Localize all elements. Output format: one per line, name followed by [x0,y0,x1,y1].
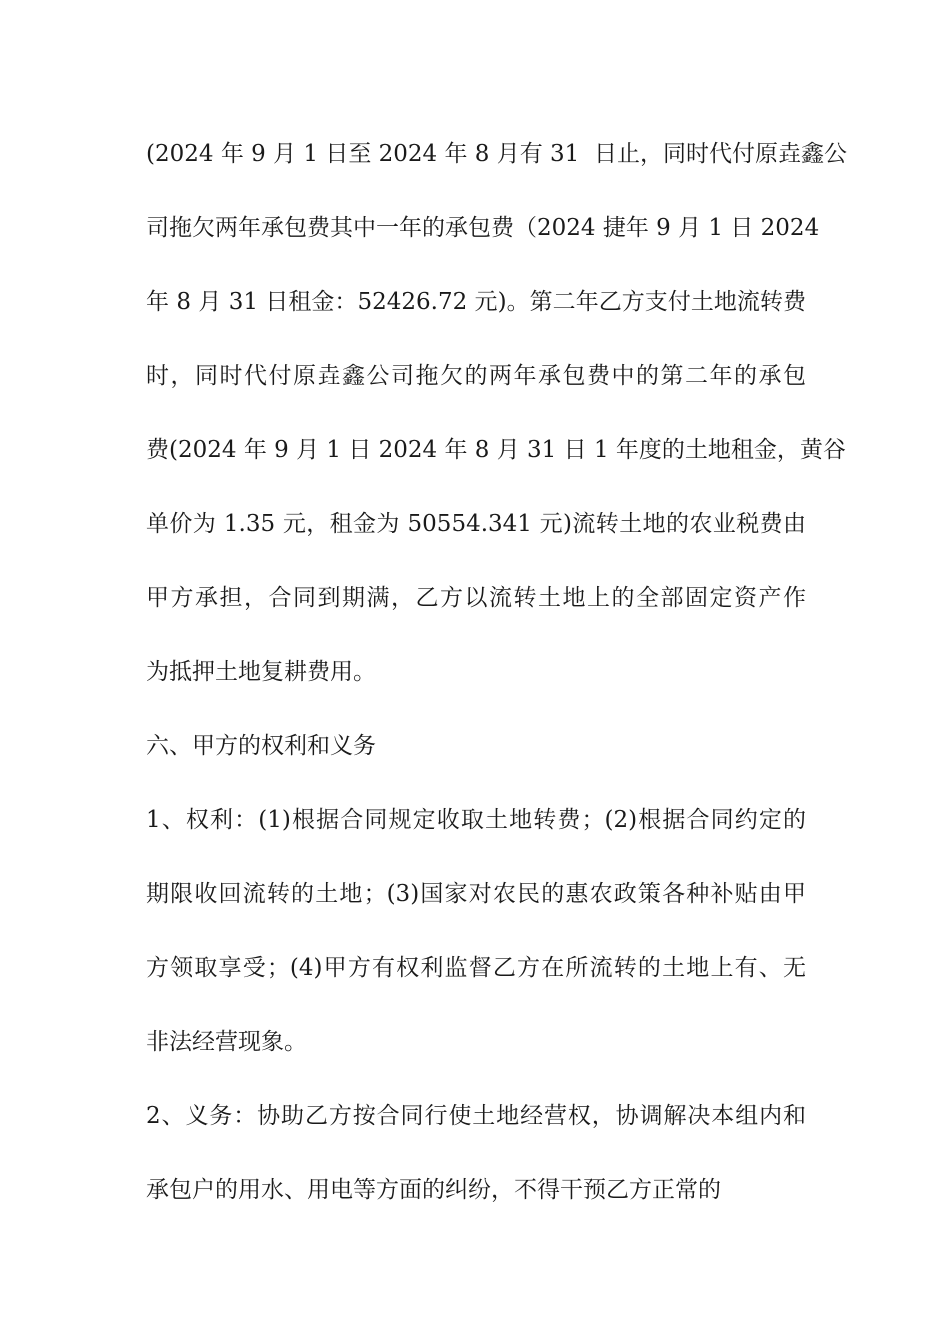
text-line: 司拖欠两年承包费其中一年的承包费（2024 捷年 9 月 1 日 2024 [146,215,820,241]
section-heading: 六、甲方的权利和义务 [146,733,376,759]
text-line: 承包户的用水、用电等方面的纠纷，不得干预乙方正常的 [146,1177,721,1203]
text-line: 时，同时代付原垚鑫公司拖欠的两年承包费中的第二年的承包 [146,363,806,389]
text-line: 非法经营现象。 [146,1029,307,1055]
text-line: 甲方承担，合同到期满，乙方以流转土地上的全部固定资产作 [146,585,806,611]
text-line: 单价为 1.35 元，租金为 50554.341 元)流转土地的农业税费由 [146,511,806,537]
text-line: 1、权利：(1)根据合同规定收取土地转费；(2)根据合同约定的 [146,807,806,833]
text-line: 方领取享受；(4)甲方有权利监督乙方在所流转的土地上有、无 [146,955,806,981]
text-line: 2、义务：协助乙方按合同行使土地经营权，协调解决本组内和 [146,1103,806,1129]
text-line: 为抵押土地复耕费用。 [146,659,376,685]
text-line: 年 8 月 31 日租金：52426.72 元)。第二年乙方支付土地流转费 [146,289,806,315]
text-line: (2024 年 9 月 1 日至 2024 年 8 月有 31 日止，同时代付原垚鑫公 [146,141,847,167]
text-line: 费(2024 年 9 月 1 日 2024 年 8 月 31 日 1 年度的土地租金，黄谷 [146,437,846,463]
text-line: 期限收回流转的土地；(3)国家对农民的惠农政策各种补贴由甲 [146,881,806,907]
